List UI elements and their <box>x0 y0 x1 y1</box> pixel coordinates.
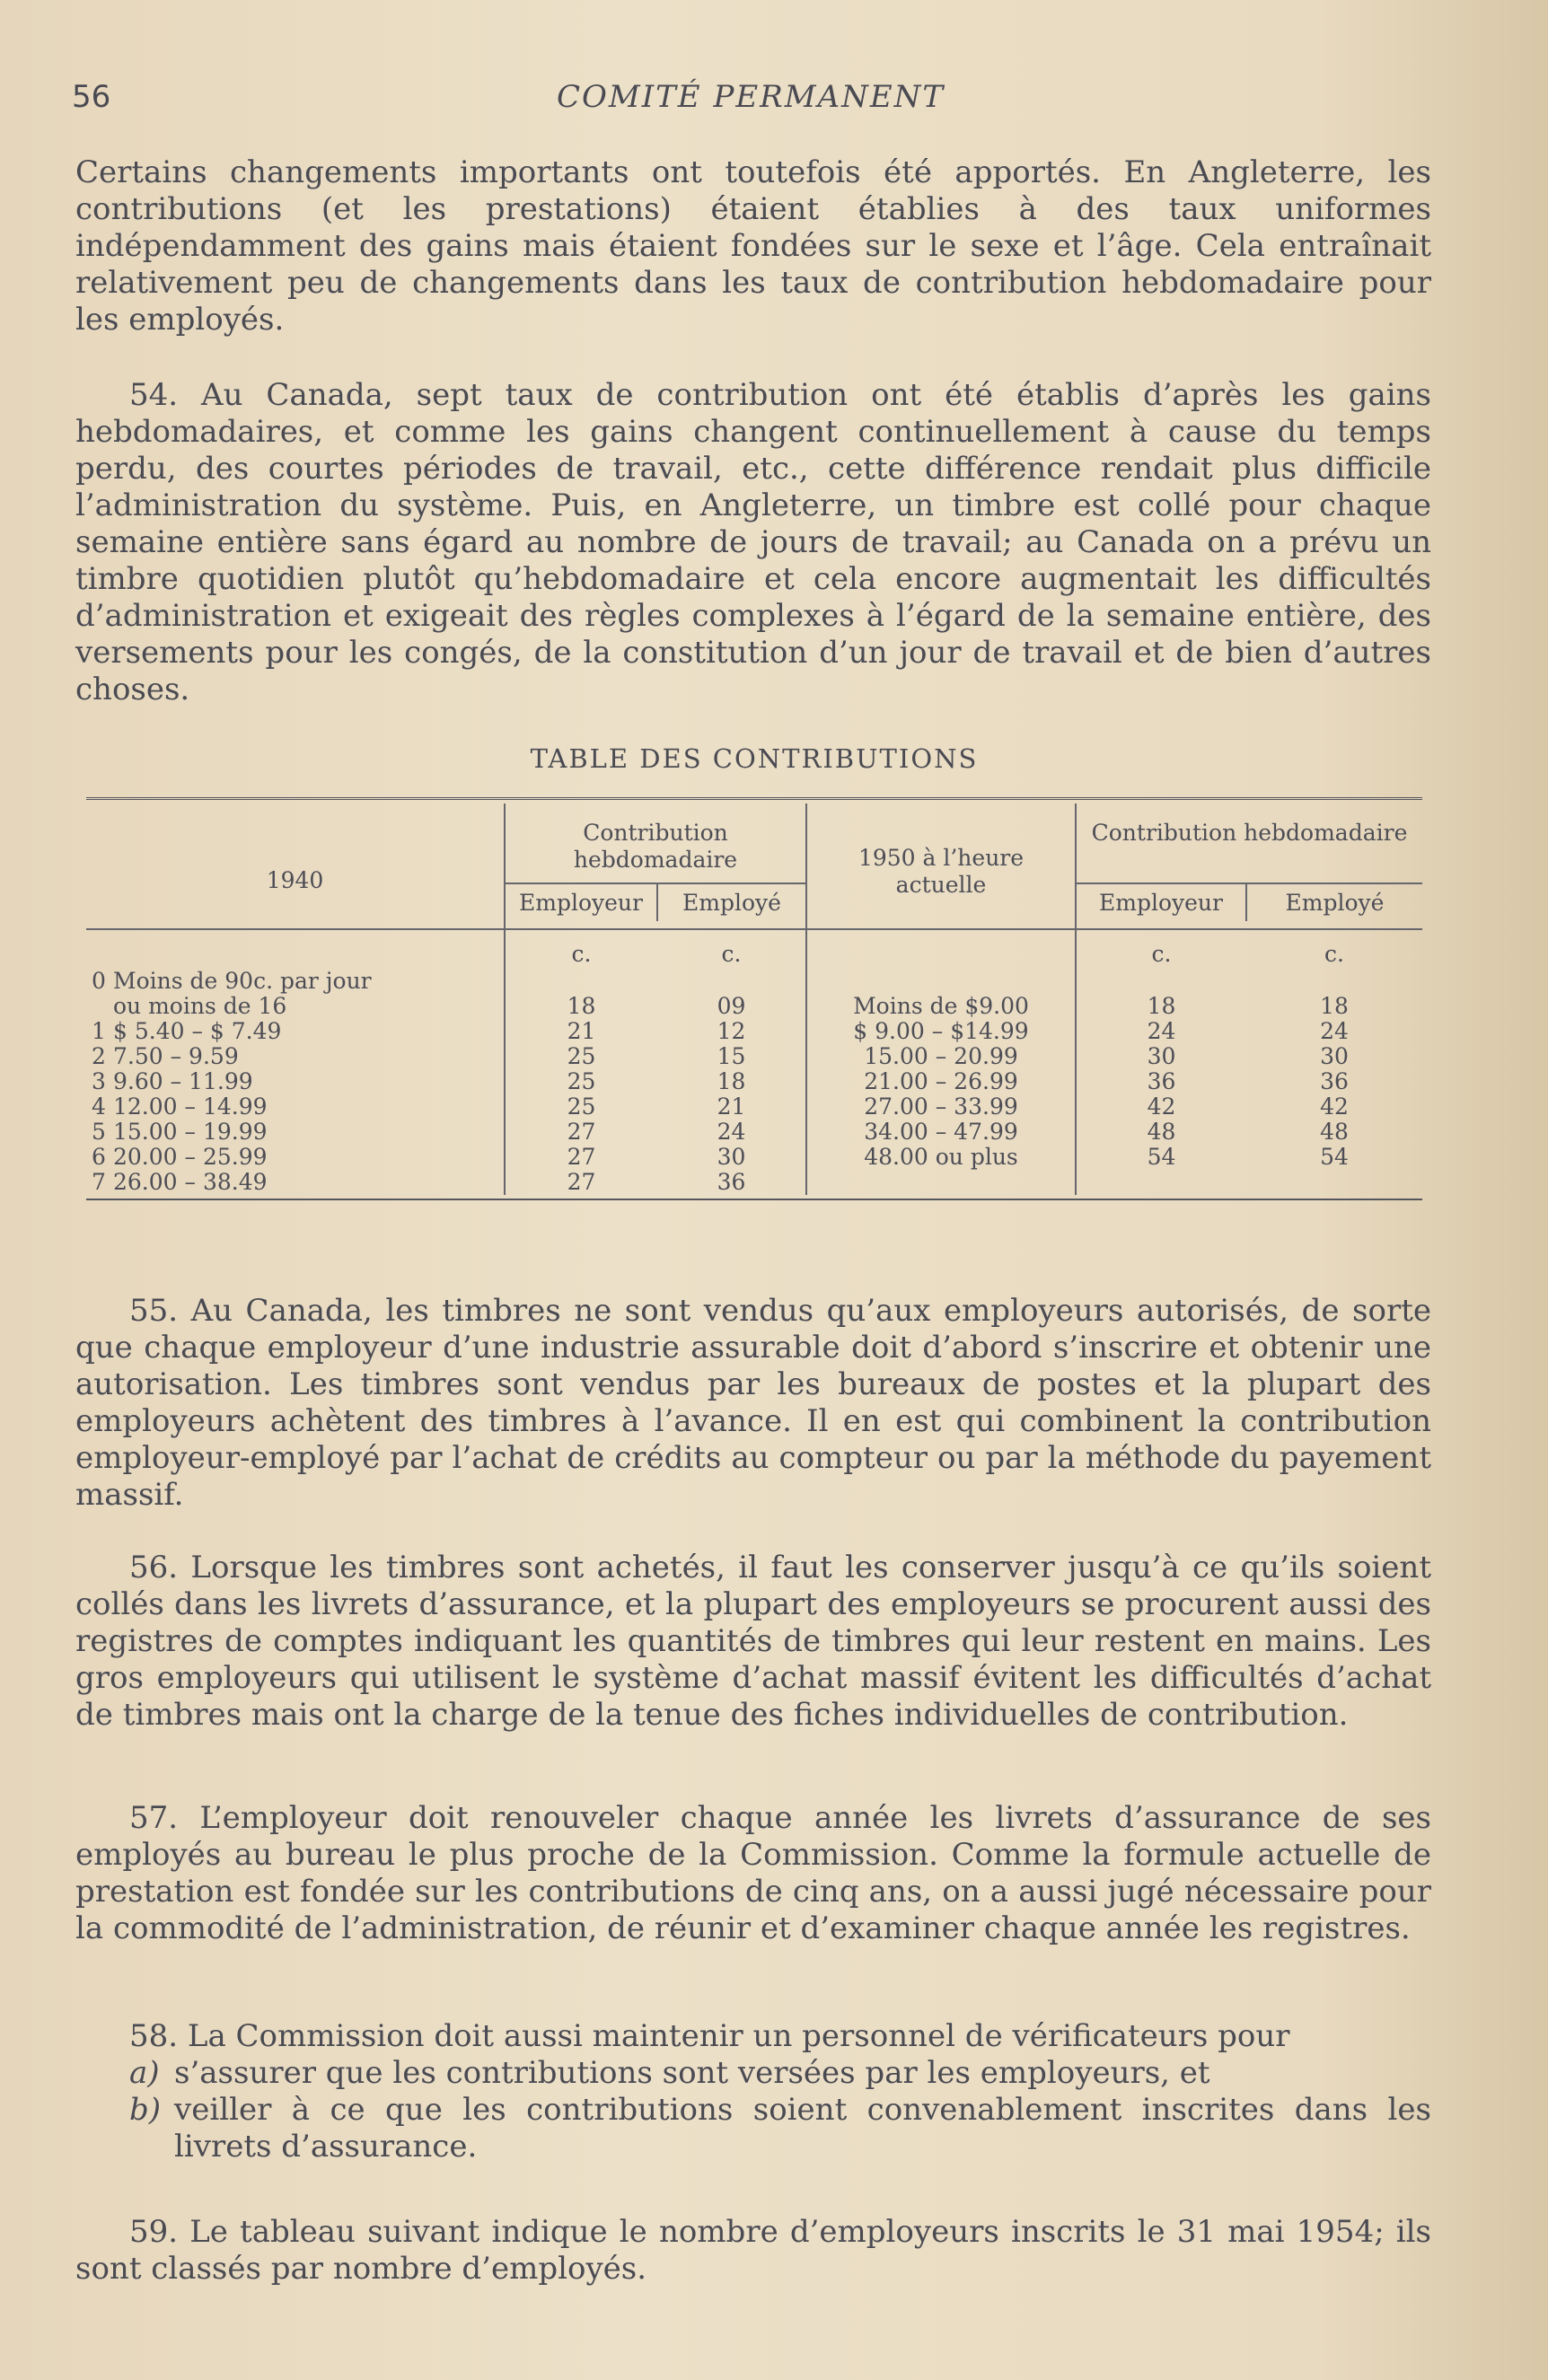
subheader-employeur-left: Employeur <box>505 883 657 921</box>
employe-1950 <box>1246 969 1422 994</box>
list-text: veiller à ce que les contributions soient convenablement inscrites dans les livrets d’assurance. <box>174 2092 1431 2165</box>
paragraph-56 <box>75 1550 1431 1734</box>
paragraph-text: 56. Lorsque les timbres sont achetés, il faut les conserver jusqu’à ce qu’ils soient collés dans les livrets d’assurance, et la plupart des employeurs se procurent aussi des registres de comptes indiquant les quantités de timbres qui leur restent en mains. Les gros employeurs qui utilisent le système d’achat massif évitent les difficultés d’achat de timbres mais ont la charge de la tenue des fiches individuelles de contribution. <box>75 1550 1431 1733</box>
paragraph-text: 59. Le tableau suivant indique le nombre d’employeurs inscrits le 31 mai 1954; ils sont classés par nombre d’employés. <box>75 2214 1431 2287</box>
range-1940 <box>86 1069 505 1094</box>
employeur-1940: 25 <box>505 1094 657 1120</box>
range-1940 <box>86 994 505 1019</box>
range-1940 <box>86 1120 505 1145</box>
employe-1940: 09 <box>717 993 746 1019</box>
row-index: 4 <box>92 1093 106 1120</box>
unit-label: c. <box>721 941 742 967</box>
table-row <box>86 1044 1422 1069</box>
employe-1940: 15 <box>717 1043 746 1069</box>
employeur-1940: 27 <box>505 1145 657 1170</box>
subheader-employeur-right: Employeur <box>1076 883 1246 921</box>
row-index: 5 <box>92 1119 106 1145</box>
employeur-1950 <box>1076 969 1246 994</box>
range-text: Moins de 90c. par jour <box>113 968 372 994</box>
employe-1950: 48 <box>1320 1119 1349 1145</box>
paragraph-54 <box>75 377 1431 708</box>
employeur-1950: 54 <box>1076 1145 1246 1170</box>
running-head: COMITÉ PERMANENT <box>557 79 946 115</box>
subheader-employe-left: Employé <box>657 883 806 921</box>
employe-1950: 36 <box>1320 1068 1349 1094</box>
page-number: 56 <box>72 79 111 115</box>
header-1950: 1950 à l’heure actuelle <box>806 804 1076 921</box>
paragraph-59 <box>75 2214 1431 2288</box>
page-header <box>72 79 1437 124</box>
range-1940 <box>86 1019 505 1044</box>
employe-1940: 24 <box>717 1119 746 1145</box>
range-text: ou moins de 16 <box>113 993 287 1019</box>
header-1940: 1940 <box>266 867 324 893</box>
range-text: $ 5.40 – $ 7.49 <box>113 1018 282 1044</box>
range-1940 <box>86 1044 505 1069</box>
table-row <box>86 1120 1422 1145</box>
employe-1950 <box>1246 1170 1422 1195</box>
employe-1950: 42 <box>1320 1093 1349 1120</box>
paragraph-intro <box>75 154 1431 338</box>
employeur-1950: 48 <box>1076 1120 1246 1145</box>
range-1950: Moins de $9.00 <box>806 994 1076 1019</box>
row-index: 6 <box>92 1144 106 1170</box>
range-text: 7.50 – 9.59 <box>113 1043 239 1069</box>
range-text: 12.00 – 14.99 <box>113 1093 268 1120</box>
employeur-1940: 27 <box>505 1120 657 1145</box>
range-1950: 34.00 – 47.99 <box>806 1120 1076 1145</box>
employe-1940: 12 <box>717 1018 746 1044</box>
employeur-1940: 25 <box>505 1069 657 1094</box>
employe-1950: 24 <box>1320 1018 1349 1044</box>
range-1950: 27.00 – 33.99 <box>806 1094 1076 1120</box>
table-row <box>86 994 1422 1019</box>
row-index: 7 <box>92 1169 106 1195</box>
subheader-employe-right: Employé <box>1246 883 1422 921</box>
contributions-table <box>86 797 1422 1200</box>
paragraph-text: 55. Au Canada, les timbres ne sont vendus qu’aux employeurs autorisés, de sorte que chaque employeur d’une industrie assurable doit d’abord s’inscrire et obtenir une autorisation. Les timbres sont vendus par les bureaux de postes et la plupart des employeurs achètent des timbres à l’avance. Il en est qui combinent la contribution employeur-employé par l’achat de crédits au compteur ou par la méthode du payement massif. <box>75 1293 1431 1513</box>
range-text: 9.60 – 11.99 <box>113 1068 253 1094</box>
header-contribution-right: Contribution hebdomadaire <box>1076 804 1422 883</box>
range-1940 <box>86 969 505 994</box>
employeur-1950: 18 <box>1076 994 1246 1019</box>
row-index: 0 <box>92 968 106 994</box>
range-text: 15.00 – 19.99 <box>113 1119 268 1145</box>
table-row <box>86 1094 1422 1120</box>
unit-label: c. <box>505 929 657 969</box>
row-index: 2 <box>92 1043 106 1069</box>
paragraph-text: 58. La Commission doit aussi maintenir un personnel de vérificateurs pour <box>129 2018 1290 2054</box>
range-1940 <box>86 1094 505 1120</box>
range-1950: $ 9.00 – $14.99 <box>806 1019 1076 1044</box>
employeur-1940: 18 <box>505 994 657 1019</box>
range-1950: 15.00 – 20.99 <box>806 1044 1076 1069</box>
range-1950: 48.00 ou plus <box>806 1145 1076 1170</box>
employe-1950: 30 <box>1320 1043 1349 1069</box>
employe-1940 <box>657 969 806 994</box>
header-contribution-left: Contribution hebdomadaire <box>505 804 806 883</box>
paragraph-58 <box>75 2018 1431 2165</box>
table-row <box>86 1145 1422 1170</box>
paragraph-55 <box>75 1293 1431 1514</box>
row-index: 3 <box>92 1068 106 1094</box>
employeur-1950: 42 <box>1076 1094 1246 1120</box>
employeur-1950: 24 <box>1076 1019 1246 1044</box>
table-bottom-rule <box>86 1199 1422 1200</box>
employeur-1940 <box>505 969 657 994</box>
employe-1940: 36 <box>717 1169 746 1195</box>
employe-1950: 18 <box>1320 993 1349 1019</box>
employe-1940: 30 <box>717 1144 746 1170</box>
employe-1950: 54 <box>1320 1144 1349 1170</box>
employeur-1950: 30 <box>1076 1044 1246 1069</box>
list-item-b <box>75 2092 1431 2165</box>
list-marker: a) <box>129 2055 160 2091</box>
range-1950 <box>806 1170 1076 1195</box>
employeur-1950: 36 <box>1076 1069 1246 1094</box>
range-1950 <box>806 969 1076 994</box>
employeur-1940: 21 <box>505 1019 657 1044</box>
table-row <box>86 1069 1422 1094</box>
list-text: s’assurer que les contributions sont versées par les employeurs, et <box>174 2055 1210 2091</box>
employeur-1940: 25 <box>505 1044 657 1069</box>
table-row <box>86 1170 1422 1195</box>
employe-1940: 18 <box>717 1068 746 1094</box>
range-text: 20.00 – 25.99 <box>113 1144 268 1170</box>
paragraph-text: Certains changements importants ont toutefois été apportés. En Angleterre, les contributions (et les prestations) étaient établies à des taux uniformes indépendamment des gains mais étaient fondées sur le sexe et l’âge. Cela entraînait relativement peu de changements dans les taux de contribution hebdomadaire pour les employés. <box>75 154 1431 338</box>
table-title: TABLE DES CONTRIBUTIONS <box>530 743 979 774</box>
contributions-grid <box>86 804 1422 1195</box>
list-item-a <box>75 2055 1431 2092</box>
range-1950: 21.00 – 26.99 <box>806 1069 1076 1094</box>
table-row <box>86 1019 1422 1044</box>
paragraph-57 <box>75 1800 1431 1947</box>
row-index: 1 <box>92 1018 106 1044</box>
range-1940 <box>86 1145 505 1170</box>
list-marker: b) <box>129 2092 162 2128</box>
unit-label: c. <box>1324 941 1344 967</box>
unit-label: c. <box>1076 929 1246 969</box>
table-row <box>86 969 1422 994</box>
paragraph-text: 54. Au Canada, sept taux de contribution ont été établis d’après les gains hebdomadaires, et comme les gains changent continuellement à cause du temps perdu, des courtes périodes de travail, etc., cette différence rendait plus difficile l’administration du système. Puis, en Angleterre, un timbre est collé pour chaque semaine entière sans égard au nombre de jours de travail; au Canada on a prévu un timbre quotidien plutôt qu’hebdomadaire et cela encore augmentait les difficultés d’administration et exigeait des règles complexes à l’égard de la semaine entière, des versements pour les congés, de la constitution d’un jour de travail et de bien d’autres choses. <box>75 377 1431 707</box>
employeur-1940: 27 <box>505 1170 657 1195</box>
range-text: 26.00 – 38.49 <box>113 1169 268 1195</box>
table-top-rule <box>86 797 1422 804</box>
range-1940 <box>86 1170 505 1195</box>
paragraph-text: 57. L’employeur doit renouveler chaque année les livrets d’assurance de ses employés au bureau le plus proche de la Commission. Comme la formule actuelle de prestation est fondée sur les contributions de cinq ans, on a aussi jugé nécessaire pour la commodité de l’administration, de réunir et d’examiner chaque année les registres. <box>75 1800 1431 1946</box>
employeur-1950 <box>1076 1170 1246 1195</box>
employe-1940: 21 <box>717 1093 746 1120</box>
